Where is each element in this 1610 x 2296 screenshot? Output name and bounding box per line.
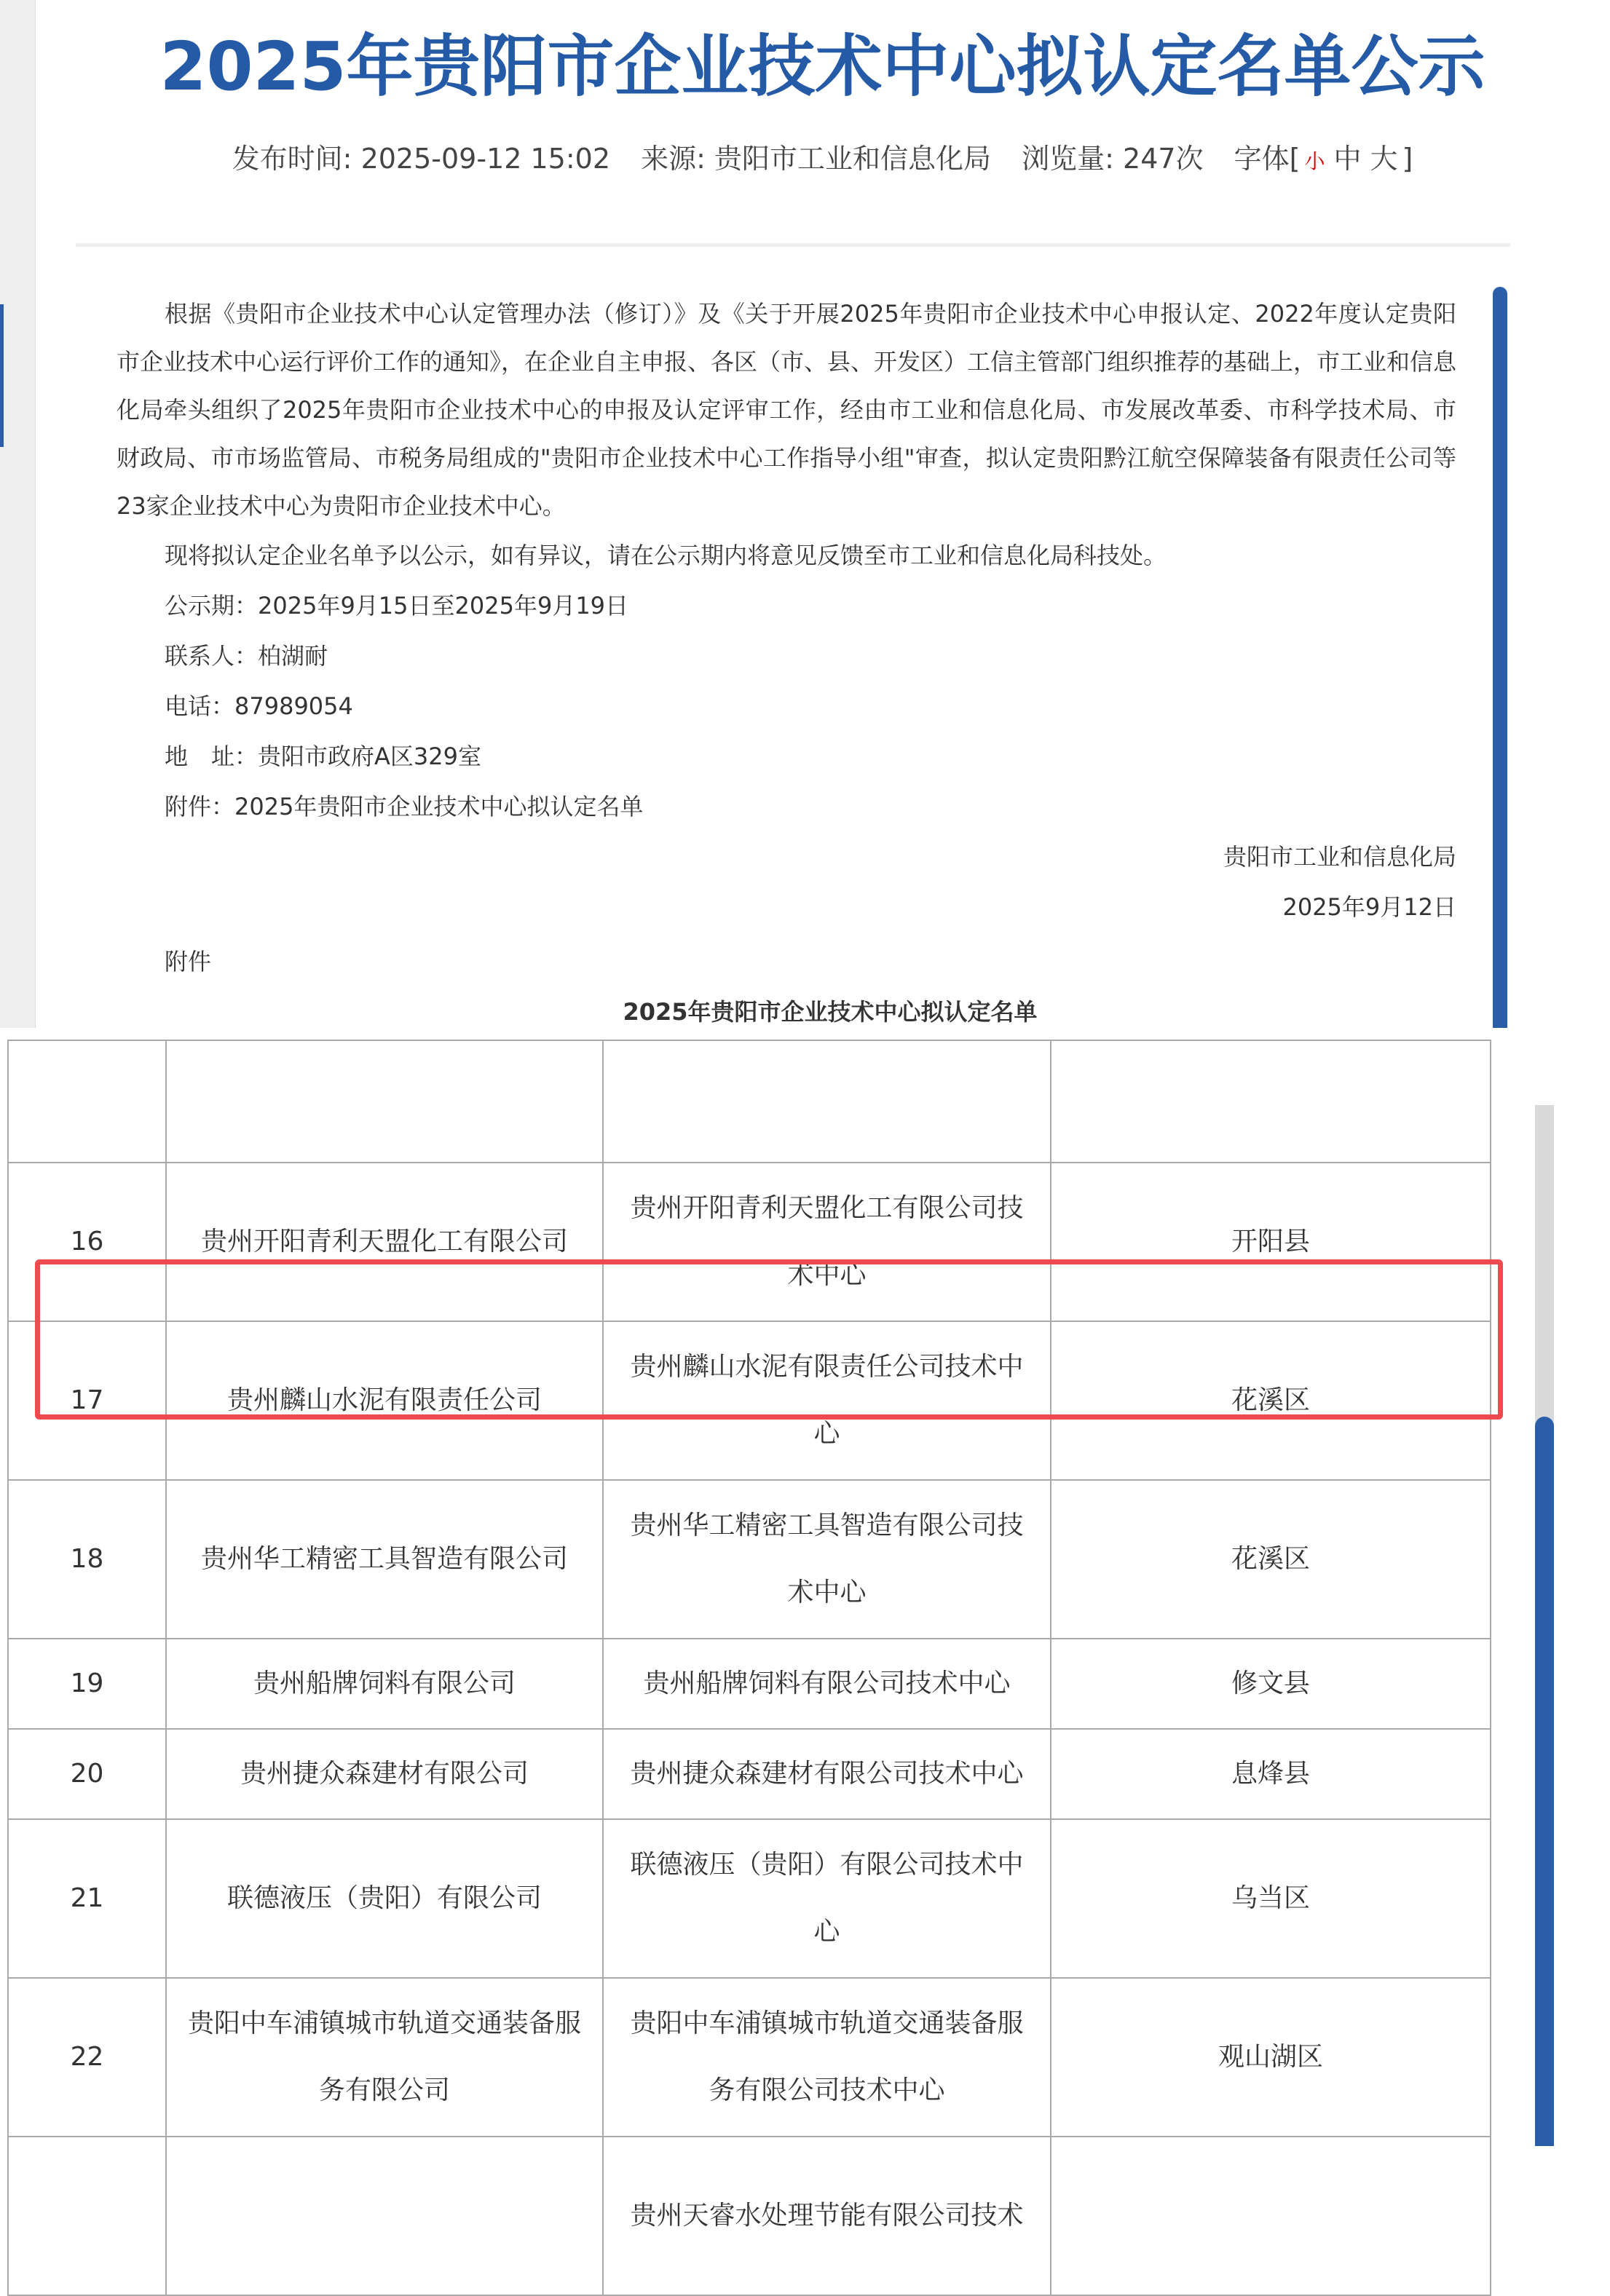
contact-phone: 电话：87989054 xyxy=(165,692,353,720)
signature-date: 2025年9月12日 xyxy=(1282,893,1456,921)
row-number: 17 xyxy=(8,1321,166,1480)
table-row xyxy=(8,1729,1491,1819)
company-name: 贵州船牌饲料有限公司 xyxy=(166,1639,603,1729)
district: 开阳县 xyxy=(1051,1163,1491,1321)
district: 观山湖区 xyxy=(1051,1978,1491,2137)
tech-center-name: 贵州华工精密工具智造有限公司技术中心 xyxy=(603,1480,1051,1639)
publish-time-label: 发布时间: xyxy=(232,143,352,175)
font-size-small-link[interactable]: 小 xyxy=(1304,149,1325,173)
source: 贵阳市工业和信息化局 xyxy=(714,143,992,175)
district: 花溪区 xyxy=(1051,1480,1491,1639)
publicity-period: 公示期：2025年9月15日至2025年9月19日 xyxy=(165,592,629,619)
company-name: 贵州开阳青利天盟化工有限公司 xyxy=(166,1163,603,1321)
tech-center-name: 贵州开阳青利天盟化工有限公司技术中心 xyxy=(603,1163,1051,1321)
company-name xyxy=(166,1040,603,1163)
district: 息烽县 xyxy=(1051,1729,1491,1819)
row-number xyxy=(8,2137,166,2295)
font-size-close: ] xyxy=(1402,143,1413,175)
table-row xyxy=(8,1978,1491,2137)
article-scrollbar[interactable] xyxy=(1493,287,1507,1028)
table-row-highlighted xyxy=(8,1321,1491,1480)
table-row xyxy=(8,1040,1491,1163)
row-number: 20 xyxy=(8,1729,166,1819)
left-gutter xyxy=(0,0,36,1028)
view-count: 247次 xyxy=(1123,143,1204,175)
district: 花溪区 xyxy=(1051,1321,1491,1480)
row-number: 16 xyxy=(8,1163,166,1321)
font-size-label: 字体[ xyxy=(1234,143,1301,175)
page-title: 2025年贵阳市企业技术中心拟认定名单公示 xyxy=(159,28,1485,106)
list-title: 2025年贵阳市企业技术中心拟认定名单 xyxy=(623,998,1038,1026)
district xyxy=(1051,1040,1491,1163)
company-name xyxy=(166,2137,603,2295)
company-name: 贵阳中车浦镇城市轨道交通装备服务有限公司 xyxy=(166,1978,603,2137)
tech-center-name: 贵阳中车浦镇城市轨道交通装备服务有限公司技术中心 xyxy=(603,1978,1051,2137)
article-panel xyxy=(0,0,1610,1028)
company-table xyxy=(7,1040,1491,2296)
font-size-large-link[interactable]: 大 xyxy=(1370,143,1398,175)
source-label: 来源: xyxy=(641,143,706,175)
contact-address: 地 址：贵阳市政府A区329室 xyxy=(165,743,481,770)
table-row xyxy=(8,1639,1491,1729)
company-name: 贵州捷众森建材有限公司 xyxy=(166,1729,603,1819)
row-number: 21 xyxy=(8,1819,166,1978)
company-name: 贵州麟山水泥有限责任公司 xyxy=(166,1321,603,1480)
tech-center-name: 贵州天睿水处理节能有限公司技术 xyxy=(603,2137,1051,2295)
row-number: 22 xyxy=(8,1978,166,2137)
views-label: 浏览量: xyxy=(1022,143,1114,175)
table-row xyxy=(8,1819,1491,1978)
font-size-medium-link[interactable]: 中 xyxy=(1333,143,1362,175)
district: 修文县 xyxy=(1051,1639,1491,1729)
article-meta xyxy=(35,140,1610,181)
left-nav-accent xyxy=(0,304,4,447)
tech-center-name: 贵州船牌饲料有限公司技术中心 xyxy=(603,1639,1051,1729)
row-number: 19 xyxy=(8,1639,166,1729)
tech-center-name: 联德液压（贵阳）有限公司技术中心 xyxy=(603,1819,1051,1978)
title-divider xyxy=(76,243,1510,247)
table-row xyxy=(8,1163,1491,1321)
district: 乌当区 xyxy=(1051,1819,1491,1978)
row-number xyxy=(8,1040,166,1163)
attachment-label: 附件 xyxy=(165,948,212,975)
publish-time: 2025-09-12 15:02 xyxy=(360,143,610,175)
body-paragraph: 根据《贵阳市企业技术中心认定管理办法（修订）》及《关于开展2025年贵阳市企业技术中心申报认定、2022年度认定贵阳市企业技术中心运行评价工作的通知》，在企业自主申报、各区（市、县、开发区）工信主管部门组织推荐的基础上，市工业和信息化局牵头组织了2025年贵阳市企业技术中心的申报及认定评审工作，经由市工业和信息化局、市发展改革委、市科学技术局、市财政局、市市场监管局、市税务局组成的"贵阳市企业技术中心工作指导小组"审查，拟认定贵阳黔江航空保障装备有限责任公司等23家企业技术中心为贵阳市企业技术中心。 xyxy=(117,300,1457,520)
tech-center-name: 贵州麟山水泥有限责任公司技术中心 xyxy=(603,1321,1051,1480)
signature-org: 贵阳市工业和信息化局 xyxy=(1223,843,1456,871)
table-row xyxy=(8,1480,1491,1639)
tech-center-name xyxy=(603,1040,1051,1163)
attachment-line: 附件：2025年贵阳市企业技术中心拟认定名单 xyxy=(165,793,644,820)
table-row xyxy=(8,2137,1491,2295)
table-panel xyxy=(0,1105,1610,2230)
company-name: 联德液压（贵阳）有限公司 xyxy=(166,1819,603,1978)
district xyxy=(1051,2137,1491,2295)
table-scrollbar-thumb[interactable] xyxy=(1535,1417,1554,2146)
contact-person: 联系人：柏湖耐 xyxy=(165,642,328,670)
article-body xyxy=(117,290,1456,1037)
notice-paragraph: 现将拟认定企业名单予以公示，如有异议，请在公示期内将意见反馈至市工业和信息化局科技处。 xyxy=(165,542,1167,569)
tech-center-name: 贵州捷众森建材有限公司技术中心 xyxy=(603,1729,1051,1819)
row-number: 18 xyxy=(8,1480,166,1639)
company-name: 贵州华工精密工具智造有限公司 xyxy=(166,1480,603,1639)
